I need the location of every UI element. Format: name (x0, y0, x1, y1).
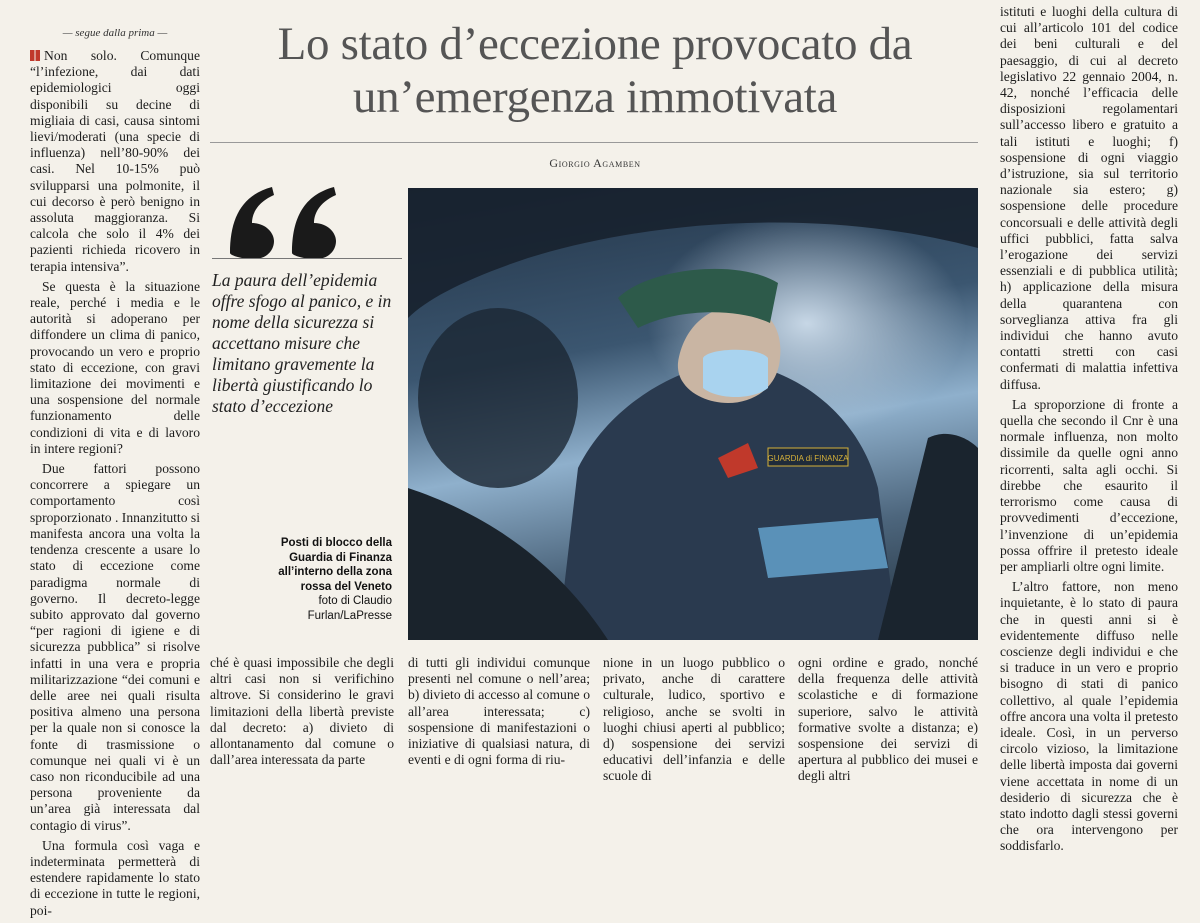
news-photo (408, 188, 978, 640)
paragraph: di tutti gli individui comunque presenti nel comune o nell’area; b) divieto di accesso al comune o all’area interessata; c) sospensione di manifestazioni o iniziative di qualsiasi natura, di eventi e di ogni forma di riu- (408, 655, 590, 768)
continued-kicker: — segue dalla prima — (62, 27, 168, 39)
pull-quote: La paura dell’epidemia offre sfogo al panico, e in nome della sicurezza si accettano misure che limitano gravemente la libertà giustificando lo stato d’eccezione (212, 270, 392, 416)
quote-mark-icon (222, 183, 352, 263)
paragraph: Una formula così vaga e indeterminata permetterà di estendere rapidamente lo stato di eccezione in tutte le regioni, poi- (30, 837, 200, 918)
paragraph: ché è quasi impossibile che degli altri casi non si verifichino altrove. Si considerino le gravi limitazioni della libertà previste dal decreto: a) divieto di allontanamento dal comune o dall’area interessata da parte (210, 655, 394, 768)
paragraph: L’altro fattore, non meno inquietante, è lo stato di paura che in questi anni si è evidentemente diffuso nelle coscienze degli individui e che si traduce in un vero e proprio bisogno di stati di panico collettivo, al quale l’epidemia offre ancora una volta il pretesto ideale. Così, in un perverso circolo vizioso, la limitazione delle libertà imposta dai governi viene accettata in nome di un desiderio di sicurezza che è stato indotto dagli stessi governi che ora intervengono per soddisfarlo. (1000, 579, 1178, 854)
article-column-1 (30, 48, 200, 923)
paragraph: nione in un luogo pubblico o privato, anche di carattere culturale, ludico, sportivo e religioso, anche se svolti in luoghi chiusi aperti al pubblico; d) sospensione dei servizi educativi dell’infanzia e delle scuole di (603, 655, 785, 784)
caption-credit: foto di Claudio Furlan/LaPresse (307, 595, 392, 622)
caption-title: Posti di blocco della Guardia di Finanza all’interno della zona rossa del Veneto (278, 537, 392, 593)
pull-quote-rule (212, 258, 402, 259)
article-column-2 (210, 655, 394, 772)
headline-rule (210, 142, 978, 143)
uniform-patch: GUARDIA di FINANZA (767, 454, 849, 463)
headline: Lo stato d’eccezione provocato da un’emergenza immotivata (277, 18, 913, 123)
article-column-3 (408, 655, 590, 772)
photo-caption (262, 536, 392, 623)
photo-illustration (408, 188, 978, 640)
paragraph: Due fattori possono concorrere a spiegare un comportamento così sproporzionato . Innanzitutto si manifesta ancora una volta la tendenza crescente a usare lo stato di eccezione come paradigma normale di governo. Il decreto-legge subito approvato dal governo “per ragioni di igiene e di sicurezza pubblica” si risolve infatti in una vera e propria militarizzazione “dei comuni e delle aree nei quali risulta positiva almeno una persona per la quale non si conosce la fonte di trasmissione o comunque nei quali vi è un caso non riconducibile ad una persona proveniente da un’area già interessata dal contagio di virus”. (30, 461, 200, 833)
article-column-4 (603, 655, 785, 789)
paragraph: Non solo. Comunque “l’infezione, dai dati epidemiologici oggi disponibili su decine di migliaia di casi, causa sintomi lievi/moderati (una specie di influenza) nell’80-90% dei casi. Nel 10-15% può svilupparsi una polmonite, il cui decorso è però benigno in assoluta maggioranza. Si calcola che solo il 4% dei pazienti richieda ricovero in terapia intensiva”. (30, 48, 200, 274)
paragraph: Se questa è la situazione reale, perché i media e le autorità si adoperano per diffondere un clima di panico, provocando un vero e proprio stato di eccezione, con gravi limitazione dei movimenti e una sospensione del normale funzionamento delle condizioni di vita e di lavoro in intere regioni? (30, 278, 200, 456)
paragraph: La sproporzione di fronte a quella che secondo il Cnr è una normale influenza, non molto dissimile da quelle ogni anno ricorrenti, salta agli occhi. Si direbbe che esaurito il terrorismo come causa di provvedimenti d’eccezione, l’invenzione di un’epidemia possa offrire il pretesto ideale per ampliarli oltre ogni limite. (1000, 396, 1178, 574)
byline: Giorgio Agamben (549, 156, 641, 170)
paragraph: istituti e luoghi della cultura di cui all’articolo 101 del codice dei beni culturali e del paesaggio, di cui al decreto legislativo 22 gennaio 2004, n. 42, nonché l’efficacia delle disposizioni regolamentari sull’accesso libero e gratuito a tali istituti e luoghi; f) sospensione di ogni viaggio d’istruzione, sia sul territorio nazionale sia estero; g) sospensione delle procedure concorsuali e delle attività degli uffici pubblici, fatta salva l’erogazione dei servizi essenziali e di pubblica utilità; h) applicazione della misura della quarantena con sorveglianza attiva fra gli individui che hanno avuto contatti stretti con casi confermati di malattia infettiva diffusa. (1000, 4, 1178, 392)
section-marker-icon (30, 50, 40, 61)
article-column-5 (798, 655, 978, 789)
article-column-6 (1000, 4, 1178, 859)
paragraph: ogni ordine e grado, nonché della frequenza delle attività scolastiche e di formazione superiore, salvo le attività formative svolte a distanza; e) sospensione dei servizi di apertura al pubblico dei musei e degli altri (798, 655, 978, 784)
